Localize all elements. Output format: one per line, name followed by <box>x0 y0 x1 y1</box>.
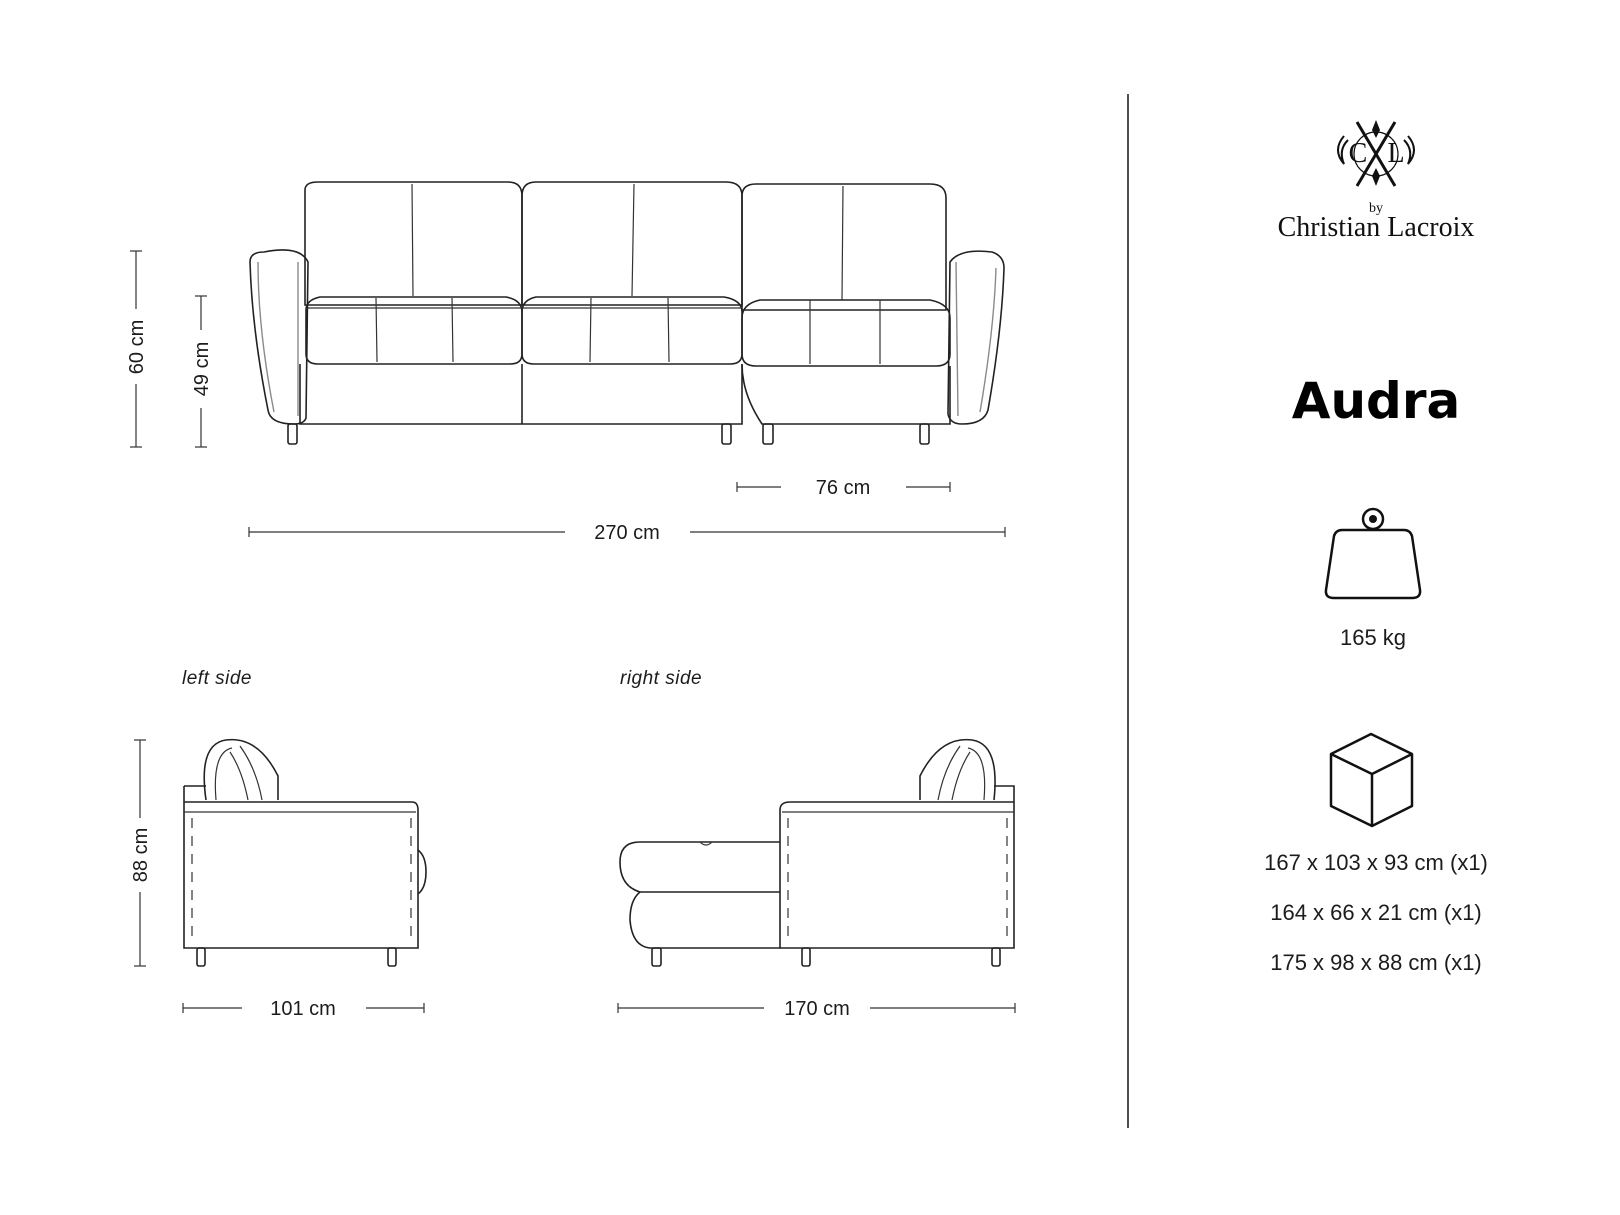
front-height-dimension <box>126 251 148 447</box>
brand-by-label: by <box>1369 201 1383 216</box>
front-height-label: 60 cm <box>126 319 148 375</box>
front-chaise-width-label: 76 cm <box>815 477 871 499</box>
left-height-label: 88 cm <box>130 827 152 883</box>
package-dimensions-2: 164 x 66 x 21 cm (x1) <box>1270 900 1482 925</box>
left-depth-label: 101 cm <box>270 998 336 1020</box>
front-total-width-dimension <box>249 522 1005 544</box>
front-seat-height-dimension <box>191 296 213 447</box>
brand-logo <box>1338 120 1414 186</box>
sofa-front-view <box>250 182 1004 444</box>
right-depth-dimension <box>618 998 1015 1020</box>
right-depth-label: 170 cm <box>784 998 850 1020</box>
front-chaise-width-dimension <box>737 477 950 499</box>
sofa-right-side-view <box>620 740 1014 966</box>
front-total-width-label: 270 cm <box>594 522 660 544</box>
front-seat-height-label: 49 cm <box>191 341 213 397</box>
left-depth-dimension <box>183 998 424 1020</box>
weight-icon <box>1326 509 1420 598</box>
left-side-label: left side <box>182 668 252 689</box>
sofa-left-side-view <box>184 740 426 966</box>
weight-value: 165 kg <box>1339 625 1407 650</box>
package-dimensions-3: 175 x 98 x 88 cm (x1) <box>1270 950 1482 975</box>
left-height-dimension <box>130 740 152 966</box>
brand-name: Christian Lacroix <box>1277 212 1475 243</box>
right-side-label: right side <box>620 668 703 689</box>
product-name: Audra <box>1291 372 1461 430</box>
package-dimensions-1: 167 x 103 x 93 cm (x1) <box>1264 850 1488 875</box>
box-icon <box>1331 734 1412 826</box>
svg-text:C: C <box>1348 138 1368 169</box>
svg-text:L: L <box>1387 138 1405 169</box>
